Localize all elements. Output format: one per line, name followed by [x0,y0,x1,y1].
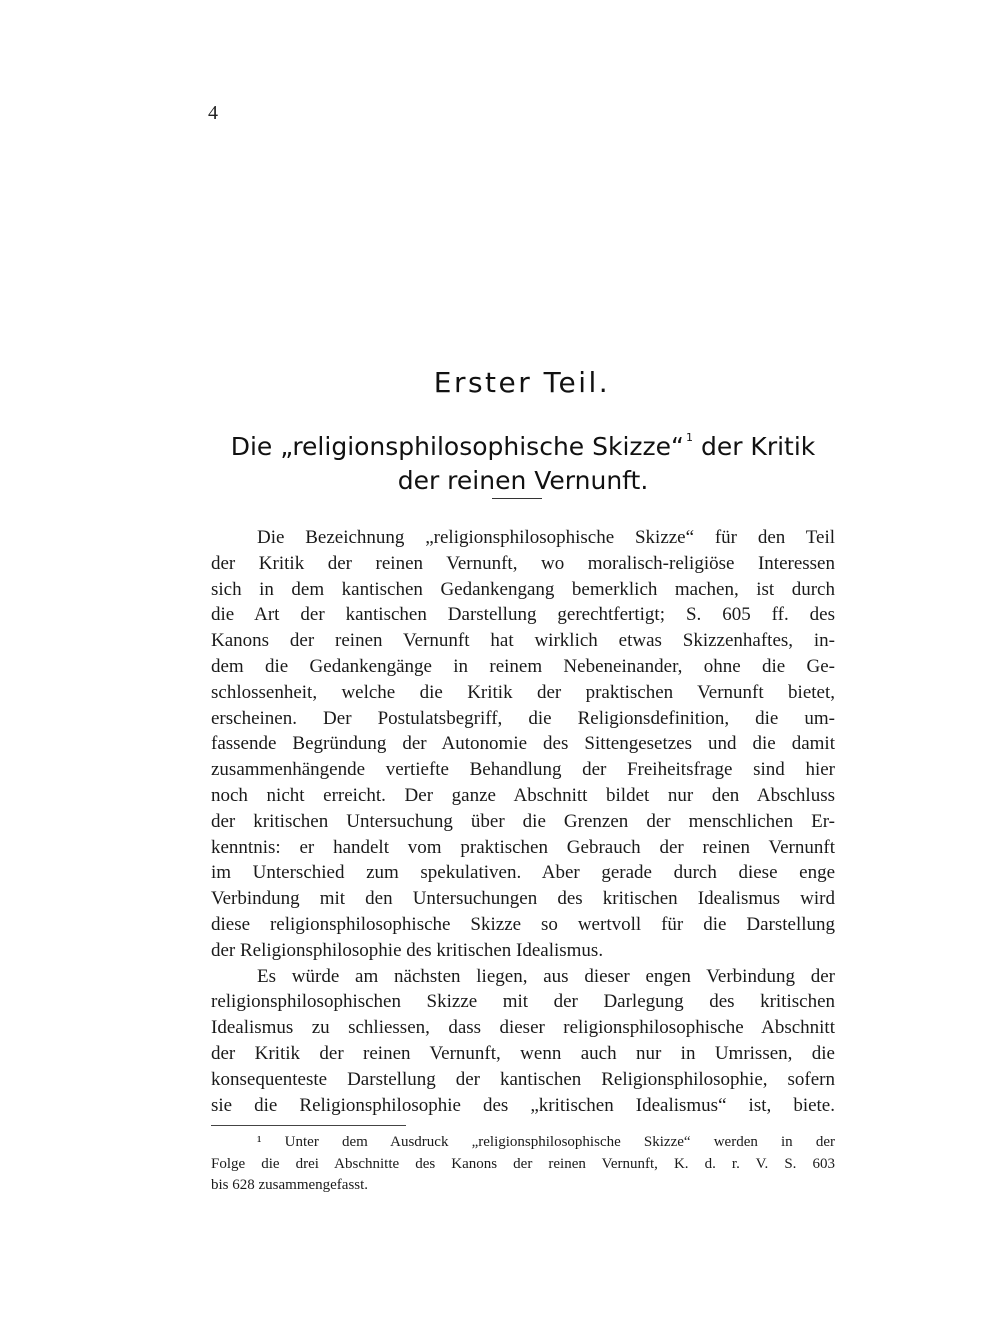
footnote-line: Folge die drei Abschnitte des Kanons der reinen Vernunft, K. d. r. V. S. 603 [211,1155,835,1172]
body-line: im Unterschied zum spekulativen. Aber gerade durch diese enge [211,862,835,884]
body-line: zusammenhängende vertiefte Behandlung der Freiheitsfrage sind hier [211,759,835,781]
chapter-subtitle [211,421,835,498]
page-number: 4 [208,102,218,124]
body-line: noch nicht erreicht. Der ganze Abschnitt bildet nur den Abschluss [211,784,835,806]
body-line: Es würde am nächsten liegen, aus dieser engen Verbindung der [257,965,835,987]
body-line: dem die Gedankengänge in reinem Nebeneinander, ohne die Ge- [211,655,835,677]
footnote-separator [211,1125,406,1126]
footnote-line: bis 628 zusammengefasst. [211,1177,369,1193]
body-line: Verbindung mit den Untersuchungen des kritischen Idealismus wird [211,888,835,910]
footnote-line: ¹ Unter dem Ausdruck „religionsphilosophische Skizze“ werden in der [257,1134,835,1150]
body-line: der Kritik der reinen Vernunft, wenn auch nur in Umrissen, die [211,1042,835,1064]
body-line: sie die Religionsphilosophie des „kritischen Idealismus“ ist, biete. [211,1094,835,1116]
body-line: Idealismus zu schliessen, dass dieser religionsphilosophische Abschnitt [211,1017,835,1039]
body-line: sich in dem kantischen Gedankengang bemerklich machen, ist durch [211,578,835,600]
footnote-marker: 1 [686,431,693,444]
subtitle-line-2: der reinen Vernunft. [397,466,649,495]
body-line: die Art der kantischen Darstellung gerechtfertigt; S. 605 ff. des [211,604,835,626]
body-line: der Religionsphilosophie des kritischen Idealismus. [211,939,604,961]
body-line: der Kritik der reinen Vernunft, wo moralisch-religiöse Interessen [211,552,835,574]
body-line: diese religionsphilosophische Skizze so wertvoll für die Darstellung [211,913,835,935]
subtitle-line-1 [211,421,835,464]
body-line: schlossenheit, welche die Kritik der praktischen Vernunft bietet, [211,681,835,703]
body-line: erscheinen. Der Postulatsbegriff, die Religionsdefinition, die um- [211,707,835,729]
body-line: Kanons der reinen Vernunft hat wirklich etwas Skizzenhaftes, in- [211,630,835,652]
body-line: konsequenteste Darstellung der kantischen Religionsphilosophie, sofern [211,1068,835,1090]
section-divider [492,498,542,499]
subtitle-line-1-tail: der Kritik [693,432,816,461]
body-line: fassende Begründung der Autonomie des Sittengesetzes und die damit [211,733,835,755]
footnote [211,1132,835,1197]
subtitle-line-1-text: Die „religionsphilosophische Skizze“ [230,432,684,461]
body-line: Die Bezeichnung „religionsphilosophische Skizze“ für den Teil [257,527,835,548]
part-title [0,366,1000,399]
body-line: der kritischen Untersuchung über die Grenzen der menschlichen Er- [211,810,835,832]
body-text [211,525,835,1118]
part-title-text: Erster Teil. [433,366,611,399]
body-line: religionsphilosophischen Skizze mit der Darlegung des kritischen [211,991,835,1013]
body-line: kenntnis: er handelt vom praktischen Gebrauch der reinen Vernunft [211,836,835,858]
